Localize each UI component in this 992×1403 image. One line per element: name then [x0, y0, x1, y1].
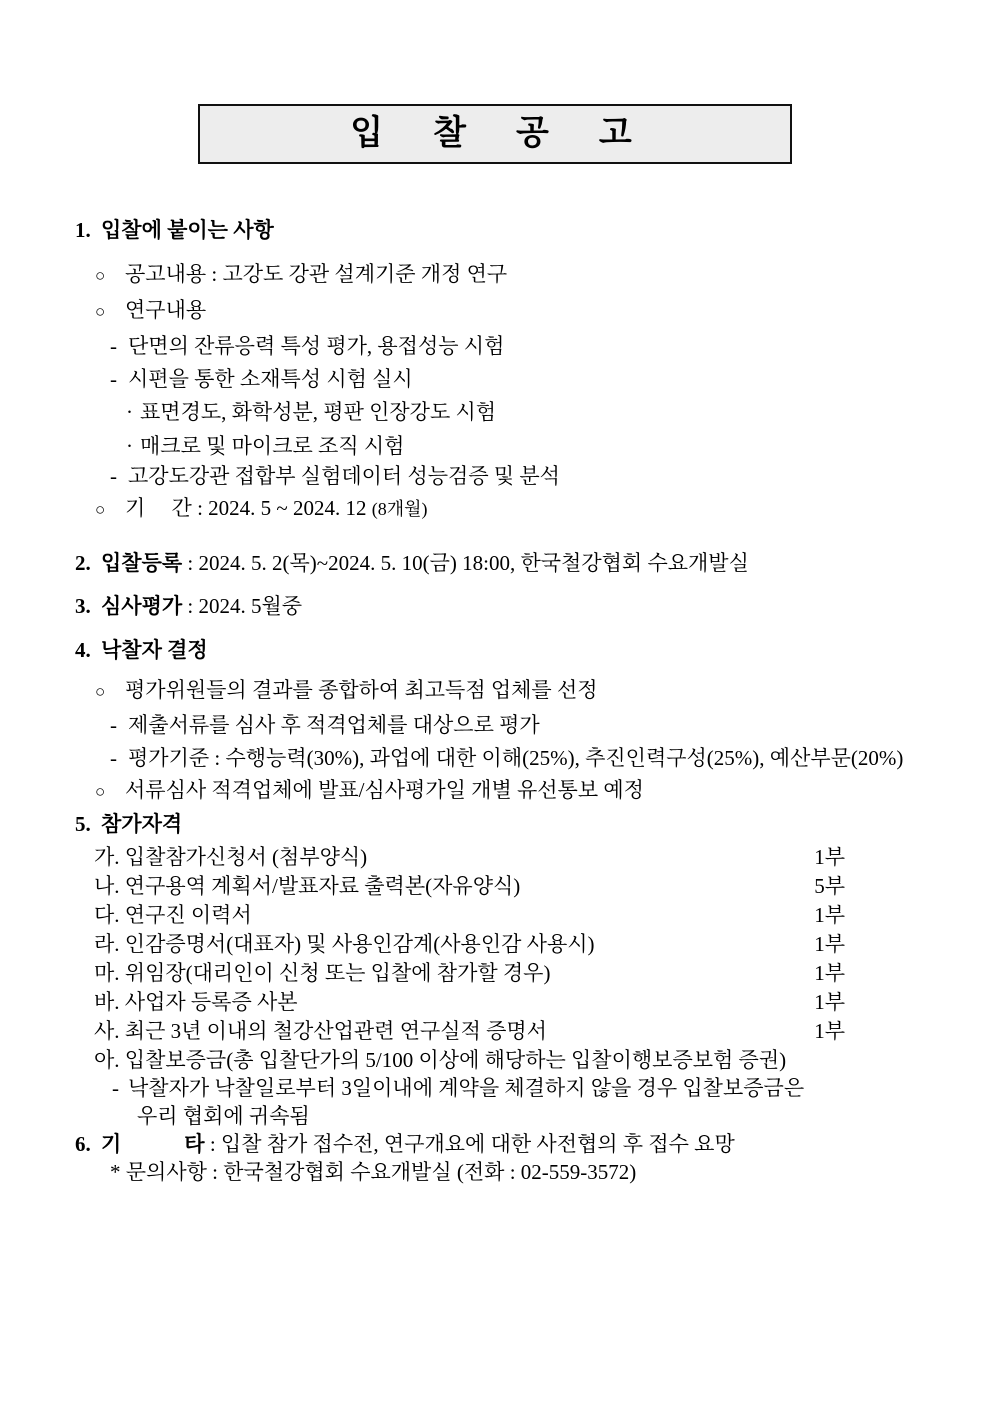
line-text: 평가위원들의 결과를 종합하여 최고득점 업체를 선정 — [125, 678, 598, 702]
section-5-heading — [75, 812, 932, 836]
dash-bullet: - — [112, 1076, 119, 1100]
section-3-title: 심사평가 — [101, 594, 183, 618]
dash-bullet: - — [110, 334, 117, 358]
requirement-label: 라. 인감증명서(대표자) 및 사용인감계(사용인감 사용시) — [94, 932, 595, 956]
requirement-row — [94, 990, 845, 1014]
section-3-number: 3. — [75, 594, 91, 618]
line-text: 공고내용 : 고강도 강관 설계기준 개정 연구 — [125, 262, 508, 286]
section-6-heading — [75, 1132, 932, 1156]
line-text: 우리 협회에 귀속됨 — [137, 1104, 310, 1128]
line-text: 평가기준 : 수행능력(30%), 과업에 대한 이해(25%), 추진인력구성(25%), 예산부문(20%) — [128, 746, 904, 770]
requirement-label: 가. 입찰참가신청서 (첨부양식) — [94, 845, 368, 869]
requirement-row — [94, 845, 845, 869]
copy-count: 1부 — [814, 932, 845, 956]
section-2-number: 2. — [75, 551, 91, 575]
award-decision-detail-line — [75, 713, 932, 737]
line-text: 기 간 : 2024. 5 ~ 2024. 12 — [125, 496, 372, 520]
dot-bullet: · — [126, 434, 133, 458]
requirement-row — [94, 1019, 845, 1043]
circle-bullet: ○ — [95, 682, 106, 701]
evaluation-date: : 2024. 5월중 — [182, 594, 303, 618]
dash-bullet: - — [110, 713, 117, 737]
requirement-row — [94, 961, 845, 985]
section-1-title: 입찰에 붙이는 사항 — [101, 218, 274, 242]
requirement-label: 다. 연구진 이력서 — [94, 903, 252, 927]
line-text: 고강도강관 접합부 실험데이터 성능검증 및 분석 — [128, 464, 560, 488]
research-subdetail-line — [75, 434, 932, 458]
section-5-number: 5. — [75, 812, 91, 836]
notice-content-line — [75, 262, 932, 288]
requirement-label: 사. 최근 3년 이내의 철강산업관련 연구실적 증명서 — [94, 1019, 547, 1043]
section-3-heading — [75, 594, 932, 618]
notification-line — [75, 778, 932, 804]
line-text: 연구내용 — [125, 298, 207, 322]
section-4-heading — [75, 638, 932, 662]
requirement-row — [94, 903, 845, 927]
research-subdetail-line — [75, 400, 932, 424]
copy-count: 1부 — [814, 961, 845, 985]
evaluation-criteria-line — [75, 746, 932, 770]
requirement-label: 아. 입찰보증금(총 입찰단가의 5/100 이상에 해당하는 입찰이행보증보험 증권) — [94, 1048, 787, 1072]
line-text: 매크로 및 마이크로 조직 시험 — [140, 434, 405, 458]
requirement-label: 바. 사업자 등록증 사본 — [94, 990, 298, 1014]
period-months: (8개월) — [371, 499, 428, 519]
research-detail-line — [75, 464, 932, 488]
dot-bullet: · — [126, 400, 133, 424]
circle-bullet: ○ — [95, 266, 106, 285]
research-detail-line — [75, 367, 932, 391]
deposit-condition-line — [75, 1076, 932, 1100]
requirement-label: 나. 연구용역 계획서/발표자료 출력본(자유양식) — [94, 874, 521, 898]
section-1-number: 1. — [75, 218, 91, 242]
section-2-title: 입찰등록 — [101, 551, 183, 575]
misc-text: : 입찰 참가 접수전, 연구개요에 대한 사전협의 후 접수 요망 — [204, 1132, 735, 1156]
copy-count: 1부 — [814, 1019, 845, 1043]
contact-note-line — [75, 1160, 932, 1184]
copy-count: 1부 — [814, 845, 845, 869]
line-text: 낙찰자가 낙찰일로부터 3일이내에 계약을 체결하지 않을 경우 입찰보증금은 — [128, 1076, 805, 1100]
circle-bullet: ○ — [95, 782, 106, 801]
line-text: 시편을 통한 소재특성 시험 실시 — [128, 367, 413, 391]
line-text: 단면의 잔류응력 특성 평가, 용접성능 시험 — [128, 334, 505, 358]
section-5-title: 참가자격 — [101, 812, 183, 836]
contact-info: * 문의사항 : 한국철강협회 수요개발실 (전화 : 02-559-3572) — [110, 1160, 637, 1184]
section-6-number: 6. — [75, 1132, 91, 1156]
section-4-number: 4. — [75, 638, 91, 662]
award-decision-line — [75, 678, 932, 704]
research-content-line — [75, 298, 932, 324]
deposit-condition-continued — [75, 1104, 932, 1128]
period-line — [75, 496, 932, 522]
line-text: 제출서류를 심사 후 적격업체를 대상으로 평가 — [128, 713, 540, 737]
circle-bullet: ○ — [95, 302, 106, 321]
dash-bullet: - — [110, 464, 117, 488]
section-6-title: 기 타 — [101, 1132, 205, 1156]
requirement-row — [94, 932, 845, 956]
section-2-heading — [75, 551, 932, 575]
dash-bullet: - — [110, 367, 117, 391]
section-4-title: 낙찰자 결정 — [101, 638, 208, 662]
research-detail-line — [75, 334, 932, 358]
document-title: 입 찰 공 고 — [350, 115, 640, 152]
section-1-heading — [75, 218, 932, 242]
line-text: 서류심사 적격업체에 발표/심사평가일 개별 유선통보 예정 — [125, 778, 644, 802]
requirement-row — [94, 874, 845, 898]
dash-bullet: - — [110, 746, 117, 770]
line-text: 표면경도, 화학성분, 평판 인장강도 시험 — [140, 400, 497, 424]
copy-count: 1부 — [814, 903, 845, 927]
requirement-label: 마. 위임장(대리인이 신청 또는 입찰에 참가할 경우) — [94, 961, 551, 985]
requirement-row-deposit — [94, 1048, 932, 1072]
registration-period: : 2024. 5. 2(목)~2024. 5. 10(금) 18:00, 한국철강협회 수요개발실 — [182, 551, 749, 575]
copy-count: 5부 — [814, 874, 845, 898]
circle-bullet: ○ — [95, 500, 106, 519]
copy-count: 1부 — [814, 990, 845, 1014]
